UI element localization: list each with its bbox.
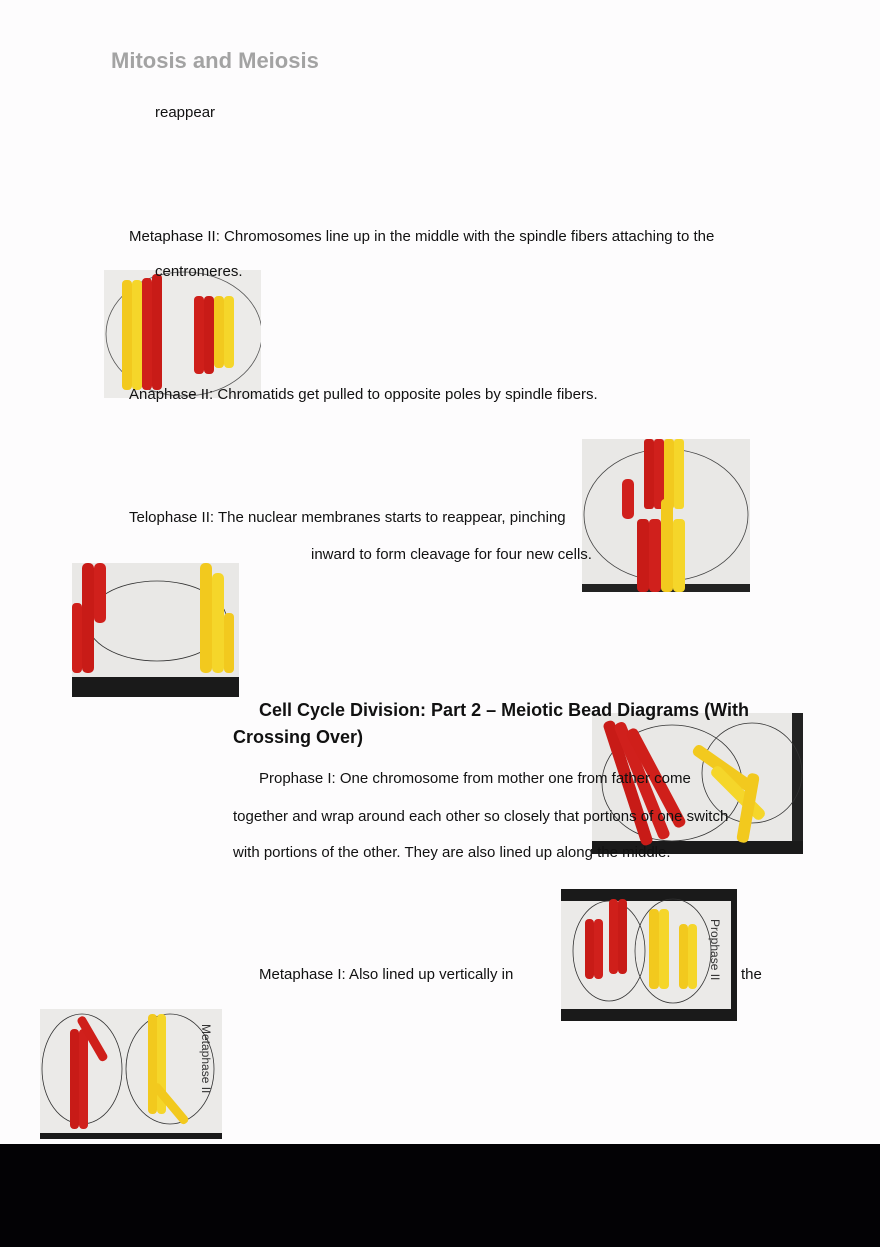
paragraph-anaphase-ii: Anaphase II: Chromatids get pulled to opposite poles by spindle fibers. [129,386,598,403]
telophase-ii-bead-photo [72,563,239,697]
paragraph-metaphase-i-left: Metaphase I: Also lined up vertically in [259,966,514,983]
photo-caption: Metaphase II [199,1024,213,1094]
paragraph-telophase-ii-line2: inward to form cleavage for four new cells. [311,546,592,563]
anaphase-ii-bead-photo [582,439,750,592]
section-heading [233,697,749,751]
paragraph-metaphase-ii-line1: Metaphase II: Chromosomes line up in the middle with the spindle fibers attaching to the [129,228,715,245]
document-header-title: Mitosis and Meiosis [111,48,319,73]
paragraph-telophase-ii-line1: Telophase II: The nuclear membranes starts to reappear, pinching [129,509,566,526]
paragraph-reappear: reappear [155,104,216,121]
prophase-ii-bead-photo [561,889,737,1021]
paragraph-prophase-i-line1: Prophase I: One chromosome from mother one from father come [259,770,691,787]
paragraph-metaphase-i-right: the [741,966,762,983]
section-heading-line1: Cell Cycle Division: Part 2 – Meiotic Bead Diagrams (With [259,700,749,720]
photo-caption: Prophase II [708,919,722,981]
metaphase-ii-bead-photo [104,270,261,398]
section-heading-line2: Crossing Over) [233,727,364,747]
paragraph-metaphase-ii-line2: centromeres. [155,263,243,280]
paragraph-prophase-i-line3: with portions of the other. They are also lined up along the middle. [233,844,671,861]
metaphase-ii-labeled-bead-photo [40,1009,222,1139]
paragraph-prophase-i-line2: together and wrap around each other so closely that portions of one switch [233,808,729,825]
bottom-black-band [0,1144,880,1247]
